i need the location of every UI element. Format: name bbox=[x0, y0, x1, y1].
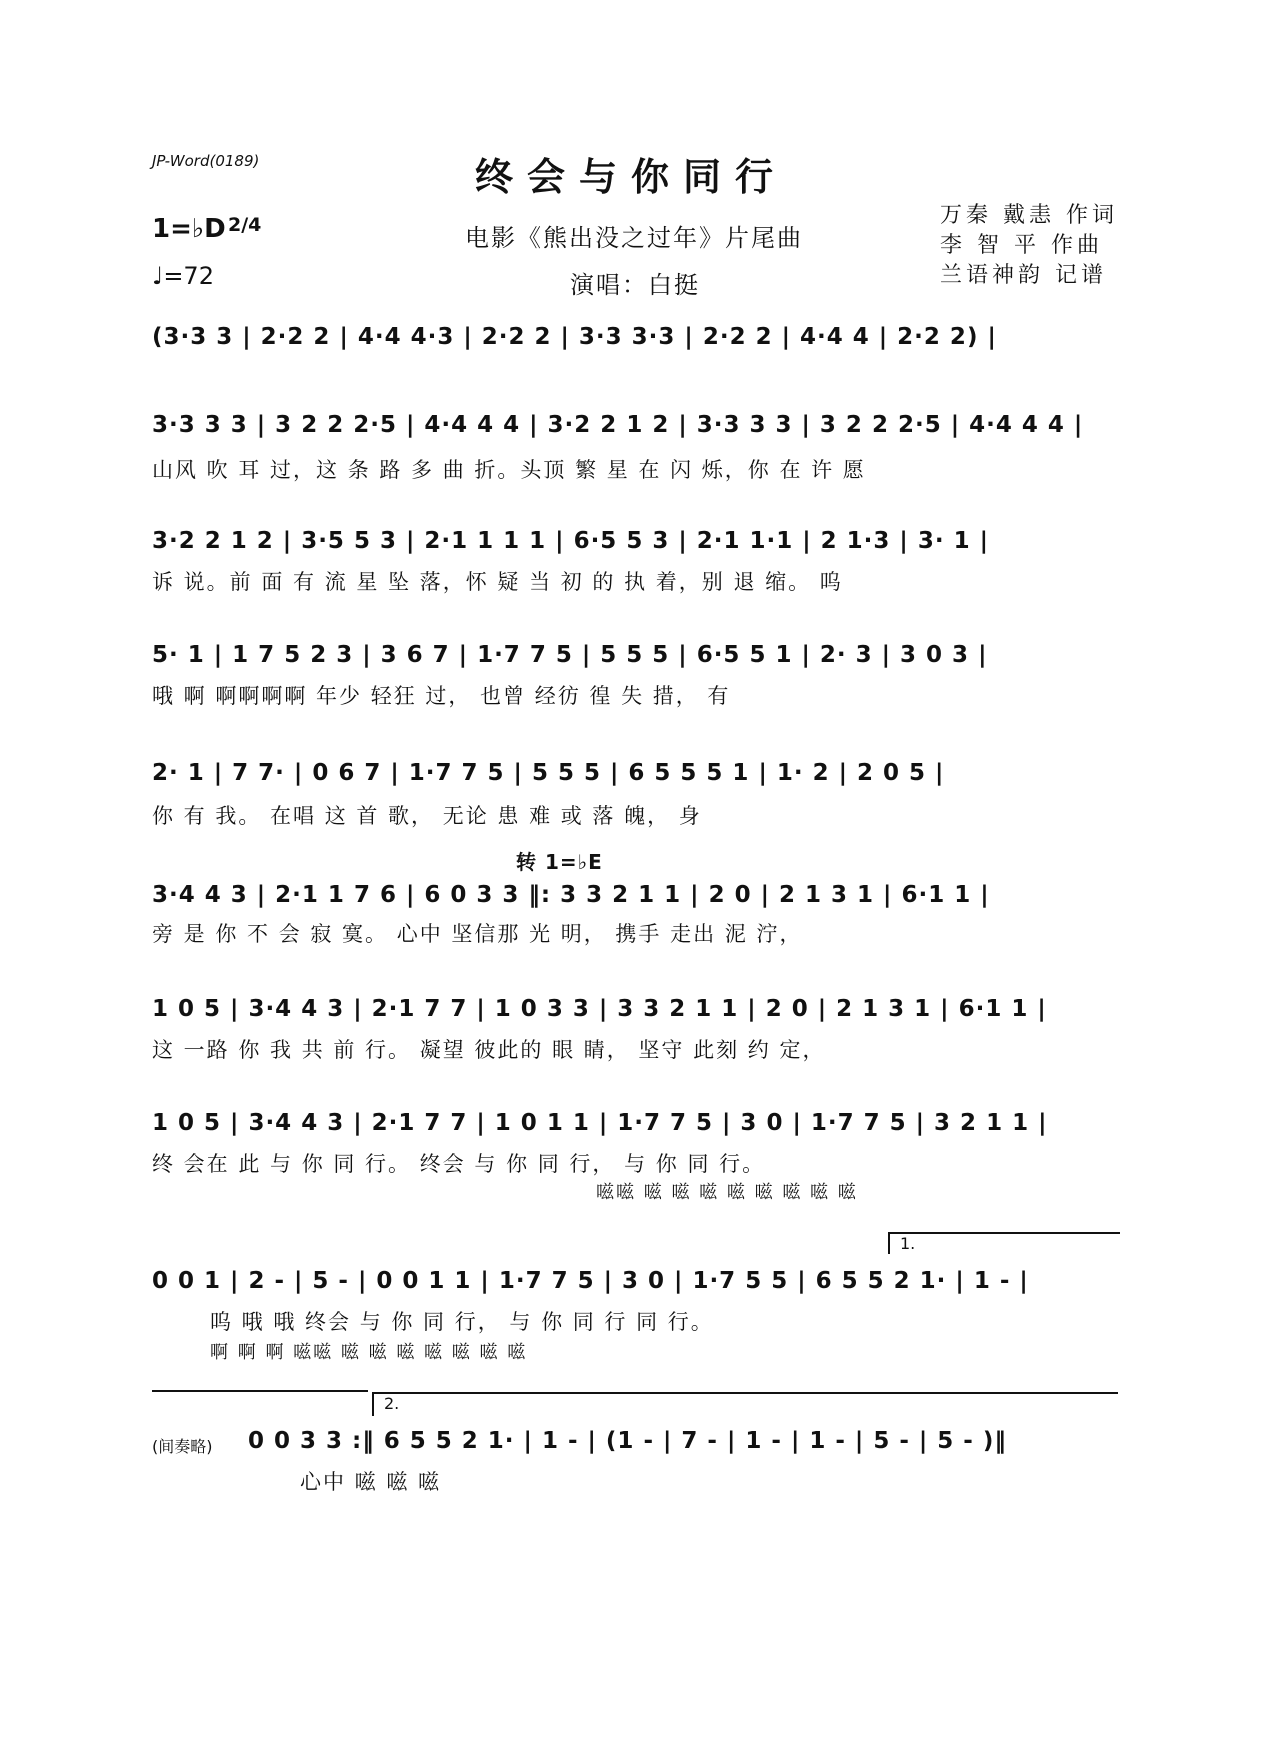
score-line-9-notes: 0 0 1 | 2 - | 5 - | 0 0 1 1 | 1·7 7 5 | 3 0 | 1·7 5 5 | 6 5 5 2 1· | 1 - | bbox=[152, 1268, 1029, 1294]
song-title: 终会与你同行 bbox=[475, 154, 788, 199]
score-line-6-notes: 3·4 4 3 | 2·1 1 7 6 | 6 0 3 3 ‖: 3 3 2 1 1 | 2 0 | 2 1 3 1 | 6·1 1 | bbox=[152, 882, 990, 908]
score-line-3-notes: 3·2 2 1 2 | 3·5 5 3 | 2·1 1 1 1 | 6·5 5 3 | 2·1 1·1 | 2 1·3 | 3· 1 | bbox=[152, 528, 989, 554]
time-signature: 2/4 bbox=[228, 214, 262, 236]
volta-1-bracket bbox=[888, 1232, 1120, 1234]
score-line-4-notes: 5· 1 | 1 7 5 2 3 | 3 6 7 | 1·7 7 5 | 5 5 5 | 6·5 5 1 | 2· 3 | 3 0 3 | bbox=[152, 642, 988, 668]
score-line-9-lyrics-2: 啊 啊 啊 嗞嗞 嗞 嗞 嗞 嗞 嗞 嗞 嗞 bbox=[210, 1342, 528, 1363]
score-line-5-notes: 2· 1 | 7 7· | 0 6 7 | 1·7 7 5 | 5 5 5 | 6 5 5 5 1 | 1· 2 | 2 0 5 | bbox=[152, 760, 945, 786]
score-line-5-lyrics: 你 有 我。 在唱 这 首 歌， 无论 患 难 或 落 魄， 身 bbox=[152, 804, 702, 828]
score-line-8-lyrics: 终 会在 此 与 你 同 行。 终会 与 你 同 行， 与 你 同 行。 bbox=[152, 1152, 766, 1176]
score-line-2-lyrics: 山风 吹 耳 过，这 条 路 多 曲 折。头顶 繁 星 在 闪 烁，你 在 许 愿 bbox=[152, 458, 866, 482]
volta-2-bracket bbox=[372, 1392, 1118, 1394]
score-line-6-lyrics: 旁 是 你 不 会 寂 寞。 心中 坚信那 光 明， 携手 走出 泥 泞， bbox=[152, 922, 803, 946]
key-signature: 1=♭D bbox=[152, 214, 226, 244]
volta-2-bracket-edge bbox=[372, 1392, 374, 1416]
score-line-2-notes: 3·3 3 3 | 3 2 2 2·5 | 4·4 4 4 | 3·2 2 1 2 | 3·3 3 3 | 3 2 2 2·5 | 4·4 4 4 | bbox=[152, 412, 1084, 438]
score-line-8-notes: 1 0 5 | 3·4 4 3 | 2·1 7 7 | 1 0 1 1 | 1·7 7 5 | 3 0 | 1·7 7 5 | 3 2 1 1 | bbox=[152, 1110, 1048, 1136]
transcriber-credit: 兰语神韵 记谱 bbox=[940, 263, 1107, 288]
tempo-marking: ♩=72 bbox=[152, 262, 214, 290]
score-line-7-notes: 1 0 5 | 3·4 4 3 | 2·1 7 7 | 1 0 3 3 | 3 3 2 1 1 | 2 0 | 2 1 3 1 | 6·1 1 | bbox=[152, 996, 1047, 1022]
modulation-marking: 转 1=♭E bbox=[516, 850, 603, 874]
volta-2-label: 2. bbox=[384, 1394, 400, 1413]
score-line-10-lyrics: 心中 嗞 嗞 嗞 bbox=[300, 1470, 442, 1494]
score-line-9-lyrics: 呜 哦 哦 终会 与 你 同 行， 与 你 同 行 同 行。 bbox=[210, 1310, 714, 1334]
score-line-8-lyrics-2: 嗞嗞 嗞 嗞 嗞 嗞 嗞 嗞 嗞 嗞 bbox=[596, 1182, 858, 1203]
score-line-7-lyrics: 这 一路 你 我 共 前 行。 凝望 彼此的 眼 睛， 坚守 此刻 约 定， bbox=[152, 1038, 826, 1062]
singer-label: 演唱：白挺 bbox=[570, 271, 700, 299]
score-line-10-notes: 0 0 3 3 :‖ 6 5 5 2 1· | 1 - | (1 - | 7 - | 1 - | 1 - | 5 - | 5 - )‖ bbox=[248, 1428, 1007, 1454]
score-line-4-lyrics: 哦 啊 啊啊啊啊 年少 轻狂 过， 也曾 经彷 徨 失 措， 有 bbox=[152, 684, 731, 708]
first-ending-extension bbox=[152, 1390, 368, 1392]
interlude-note: (间奏略) bbox=[152, 1437, 213, 1456]
score-line-3-lyrics: 诉 说。前 面 有 流 星 坠 落，怀 疑 当 初 的 执 着，别 退 缩。 呜 bbox=[152, 570, 843, 594]
song-subtitle: 电影《熊出没之过年》片尾曲 bbox=[465, 224, 803, 252]
composer-credit: 李 智 平 作曲 bbox=[940, 233, 1103, 258]
lyricist-credit: 万秦 戴恚 作词 bbox=[940, 203, 1118, 228]
score-line-1-notes: (3·3 3 | 2·2 2 | 4·4 4·3 | 2·2 2 | 3·3 3·3 | 2·2 2 | 4·4 4 | 2·2 2) | bbox=[152, 324, 997, 350]
volta-1-label: 1. bbox=[900, 1234, 916, 1253]
source-label: JP-Word(0189) bbox=[152, 152, 260, 170]
volta-1-bracket-edge bbox=[888, 1232, 890, 1254]
